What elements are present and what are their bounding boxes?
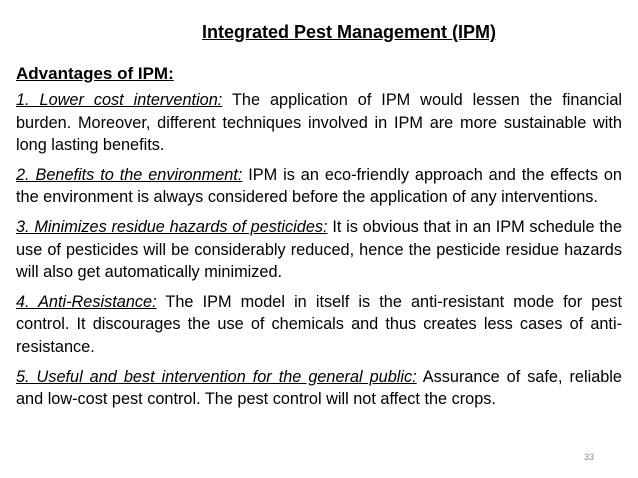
item-lead: 1. Lower cost intervention:	[16, 91, 223, 109]
item-lead: 5. Useful and best intervention for the general public:	[16, 367, 417, 386]
advantages-list	[16, 89, 622, 418]
page-number: 33	[583, 452, 594, 462]
item-text: It is obvious that in an IPM schedule the use of pesticides will be considerably reduced, hence the pesticide residue hazards will also get automatically minimized.	[16, 217, 622, 282]
item-text: The IPM model in itself is the anti-resistant mode for pest control. It discourages the use of chemicals and thus creates less cases of anti-resistance.	[16, 292, 622, 356]
item-lead: 2. Benefits to the environment:	[16, 165, 243, 184]
list-item	[16, 366, 622, 411]
item-text: Assurance of safe, reliable and low-cost pest control. The pest control will not affect the crops.	[16, 367, 622, 409]
section-heading: Advantages of IPM:	[16, 64, 174, 83]
list-item	[16, 291, 622, 359]
list-item	[16, 164, 622, 209]
list-item	[16, 89, 622, 157]
item-lead: 4. Anti-Resistance:	[16, 292, 157, 311]
item-text: IPM is an eco-friendly approach and the effects on the environment is always considered before the application of any interventions.	[16, 165, 622, 207]
item-text: The application of IPM would lessen the financial burden. Moreover, different techniques involved in IPM are more sustainable with long lasting benefits.	[16, 91, 622, 155]
item-lead: 3. Minimizes residue hazards of pesticides:	[16, 217, 328, 236]
slide-title: Integrated Pest Management (IPM)	[201, 22, 497, 42]
list-item	[16, 216, 622, 284]
